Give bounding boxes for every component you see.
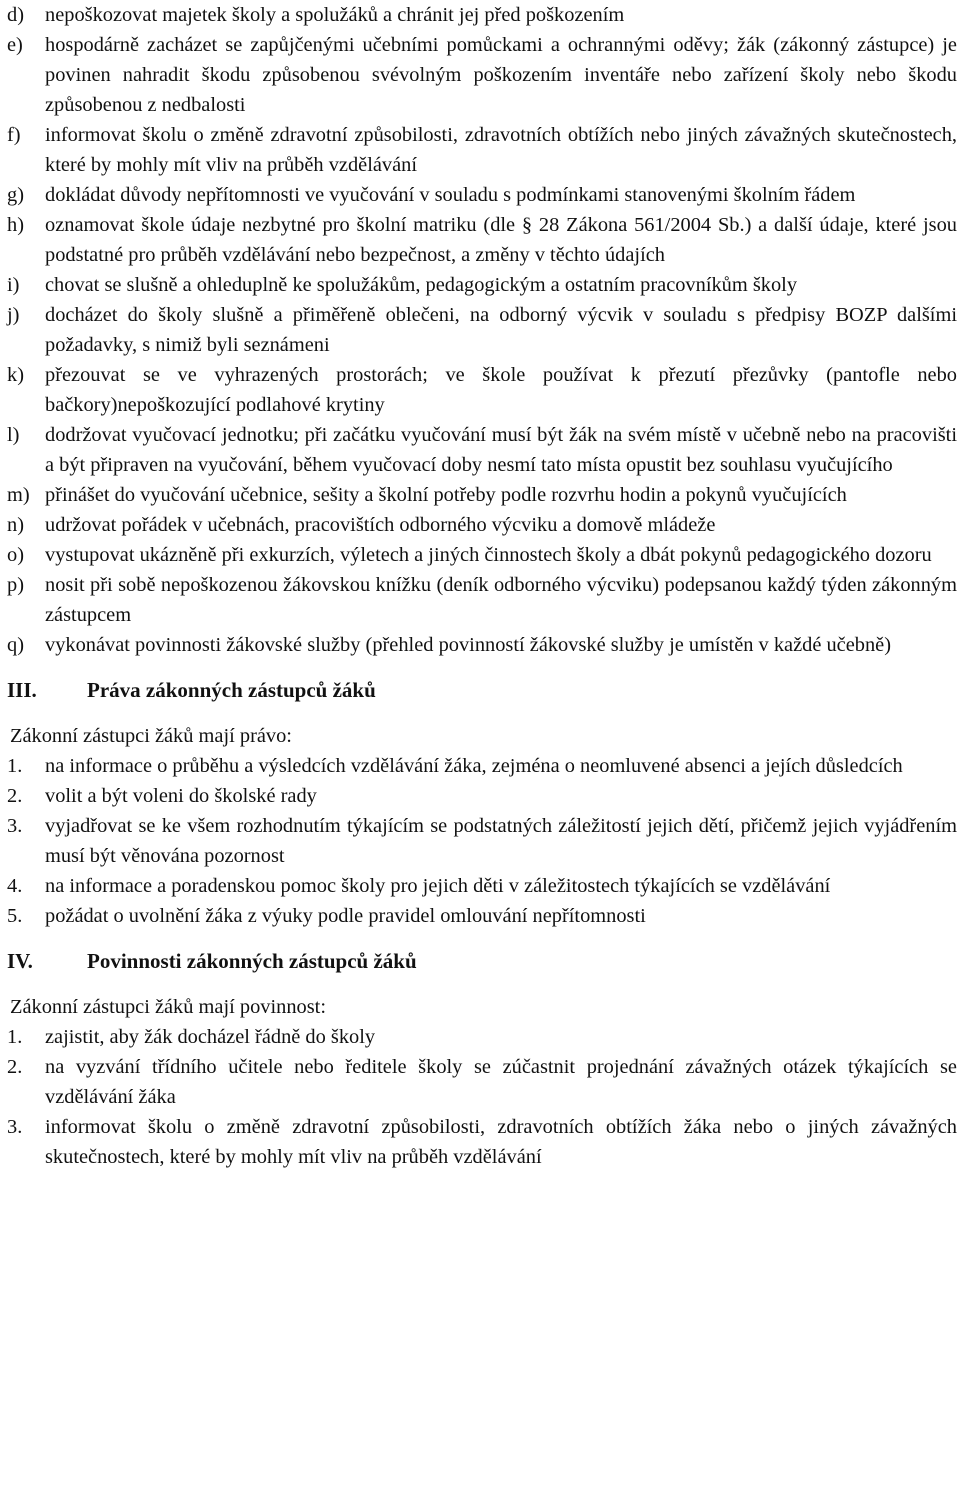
section-heading-iii (7, 675, 957, 705)
section-intro: Zákonní zástupci žáků mají povinnost: (10, 996, 326, 1018)
list-text: volit a být voleni do školské rady (45, 785, 317, 807)
list-marker: 5. (7, 905, 23, 927)
obligations-list (7, 1022, 957, 1172)
section-title: Práva zákonných zástupců žáků (87, 678, 376, 702)
list-item-i (7, 270, 957, 300)
list-marker: 1. (7, 1026, 23, 1048)
list-text: na informace a poradenskou pomoc školy pro jejich děti v záležitostech týkajících se vzdělávání (45, 875, 831, 897)
list-text: vystupovat ukázněně při exkurzích, výletech a jiných činnostech školy a dbát pokynů pedagogického dozoru (45, 544, 932, 566)
list-marker: d) (7, 4, 24, 26)
duties-list (7, 0, 957, 660)
document-page (7, 0, 957, 1172)
list-item-5 (7, 901, 957, 931)
list-text: na vyzvání třídního učitele nebo ředitele školy se zúčastnit projednání závažných otázek týkajících se vzdělávání žáka (45, 1056, 957, 1108)
list-item-3 (7, 1112, 957, 1172)
section-title: Povinnosti zákonných zástupců žáků (87, 949, 417, 973)
list-item-l (7, 420, 957, 480)
section-heading-iv (7, 946, 957, 976)
section-intro: Zákonní zástupci žáků mají právo: (10, 725, 292, 747)
list-marker: q) (7, 634, 24, 656)
list-item-o (7, 540, 957, 570)
list-text: udržovat pořádek v učebnách, pracovištích odborného výcviku a domově mládeže (45, 514, 716, 536)
list-marker: 4. (7, 875, 23, 897)
list-marker: i) (7, 274, 20, 296)
list-text: přezouvat se ve vyhrazených prostorách; ve škole používat k přezutí přezůvky (pantofle nebo bačkory)nepoškozující podlahové krytiny (45, 364, 957, 416)
list-marker: l) (7, 424, 20, 446)
list-text: chovat se slušně a ohleduplně ke spolužákům, pedagogickým a ostatním pracovníkům školy (45, 274, 798, 296)
rights-list (7, 751, 957, 931)
list-marker: 3. (7, 815, 23, 837)
list-marker: 3. (7, 1116, 23, 1138)
list-item-1 (7, 751, 957, 781)
list-text: na informace o průběhu a výsledcích vzdělávání žáka, zejména o neomluvené absenci a jejích důsledcích (45, 755, 903, 777)
list-marker: p) (7, 574, 24, 596)
section-number: IV. (7, 949, 33, 973)
list-item-d (7, 0, 957, 30)
list-marker: j) (7, 304, 20, 326)
list-marker: h) (7, 214, 24, 236)
list-marker: o) (7, 544, 24, 566)
list-marker: 1. (7, 755, 23, 777)
list-item-3 (7, 811, 957, 871)
list-text: přinášet do vyučování učebnice, sešity a školní potřeby podle rozvrhu hodin a pokynů vyučujících (45, 484, 847, 506)
list-item-1 (7, 1022, 957, 1052)
list-marker: 2. (7, 785, 23, 807)
list-text: požádat o uvolnění žáka z výuky podle pravidel omlouvání nepřítomnosti (45, 905, 646, 927)
list-item-h (7, 210, 957, 270)
list-marker: k) (7, 364, 24, 386)
list-item-g (7, 180, 957, 210)
list-item-4 (7, 871, 957, 901)
list-item-2 (7, 1052, 957, 1112)
list-text: informovat školu o změně zdravotní způsobilosti, zdravotních obtížích žáka nebo o jiných závažných skutečnostech, které by mohly mít vliv na průběh vzdělávání (45, 1116, 957, 1168)
list-item-k (7, 360, 957, 420)
list-text: oznamovat škole údaje nezbytné pro školní matriku (dle § 28 Zákona 561/2004 Sb.) a další údaje, které jsou podstatné pro průběh vzdělávání nebo bezpečnost, a změny v těchto údajích (45, 214, 957, 266)
list-text: vykonávat povinnosti žákovské služby (přehled povinností žákovské služby je umístěn v každé učebně) (45, 634, 892, 656)
list-text: nepoškozovat majetek školy a spolužáků a chránit jej před poškozením (45, 4, 625, 26)
list-marker: f) (7, 124, 21, 146)
list-marker: e) (7, 34, 23, 56)
list-text: dokládat důvody nepřítomnosti ve vyučování v souladu s podmínkami stanovenými školním řádem (45, 184, 856, 206)
list-item-m (7, 480, 957, 510)
list-text: informovat školu o změně zdravotní způsobilosti, zdravotních obtížích nebo jiných závažných skutečnostech, které by mohly mít vliv na průběh vzdělávání (45, 124, 957, 176)
list-marker: g) (7, 184, 24, 206)
list-text: hospodárně zacházet se zapůjčenými učebními pomůckami a ochrannými oděvy; žák (zákonný zástupce) je povinen nahradit škodu způsobenou svévolným poškozením inventáře nebo zařízení školy nebo škodu způsobenou z nedbalosti (45, 34, 957, 116)
list-marker: 2. (7, 1056, 23, 1078)
list-text: docházet do školy slušně a přiměřeně oblečeni, na odborný výcvik v souladu s předpisy BOZP dalšími požadavky, s nimiž byli seznámeni (45, 304, 957, 356)
list-item-q (7, 630, 957, 660)
list-text: vyjadřovat se ke všem rozhodnutím týkajícím se podstatných záležitostí jejich dětí, přičemž jejich vyjádřením musí být věnována pozornost (45, 815, 957, 867)
list-text: dodržovat vyučovací jednotku; při začátku vyučování musí být žák na svém místě v učebně nebo na pracovišti a být připraven na vyučování, během vyučovací doby nesmí tato místa opustit bez souhlasu vyučujícího (45, 424, 957, 476)
list-item-p (7, 570, 957, 630)
section-number: III. (7, 678, 37, 702)
list-item-j (7, 300, 957, 360)
list-item-n (7, 510, 957, 540)
list-text: nosit při sobě nepoškozenou žákovskou knížku (deník odborného výcviku) podepsanou každý týden zákonným zástupcem (45, 574, 957, 626)
list-marker: m) (7, 484, 30, 506)
list-item-2 (7, 781, 957, 811)
list-marker: n) (7, 514, 24, 536)
list-item-e (7, 30, 957, 120)
list-text: zajistit, aby žák docházel řádně do školy (45, 1026, 376, 1048)
list-item-f (7, 120, 957, 180)
